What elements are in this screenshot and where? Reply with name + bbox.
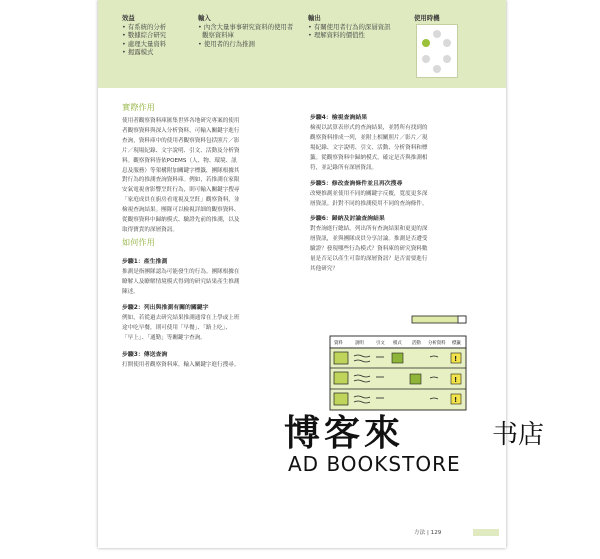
column-header: 分析資料 bbox=[428, 341, 446, 346]
benefit-item: • 處理大量資料 bbox=[122, 39, 167, 48]
svg-text:!: ! bbox=[454, 355, 458, 363]
benefit-item: • 揭露模式 bbox=[122, 48, 154, 57]
benefit-item: • 數據綜合研究 bbox=[122, 31, 167, 40]
page-footer: 方法 | 129 bbox=[414, 530, 442, 536]
watermark-chinese: 博客來 bbox=[284, 413, 405, 454]
photo-thumbnail bbox=[334, 352, 348, 364]
practice-paragraph: 使用者觀察資料庫匯集世界各地研究專案的使用 者觀察資料與深入分析資料，可輸入關鍵字進行 查詢，資料庫中的使用者觀察資料包括照片／影 片／現場紀錄、文字說明、引文、活動及分析資 料。觀察資料皆依POEMS（人、物、環境、訊 息及服務）等架構附加關鍵字標籤，團隊根據其 對行為的推測查詢資料庫。例如，若推測在家限 安氣電視會影響烹飪行為，則可輸入關鍵字搜尋 「家庭成員在廚房看電視及烹飪」觀察資料，並 檢視查詢結果。團隊可以檢視詳細的觀察資料、 從觀察資料中歸納模式、驗證先前的推測，以及 取得寶貴的深層資訊。 bbox=[122, 118, 240, 233]
step3-text: 打開使用者觀察資料庫，輸入關鍵字進行搜尋。 bbox=[122, 362, 240, 368]
step2-text: 例如，若從過去研究結果推測通常在上學或上班 途中吃早餐，則可使用「早餐」、「路上吃」、 「早上」、「通勤」等關鍵字查詢。 bbox=[122, 315, 240, 341]
svg-text:!: ! bbox=[454, 396, 458, 404]
photo-thumbnail bbox=[334, 372, 348, 384]
step4-text: 檢視以試算表形式的查詢結果，並將所有找到的 觀察資料排成一列，並附上相關照片／影片／現 場紀錄、文字說明、引文、活動、分析資料和標 籤。從觀察資料中歸納模式，確定是否與推測相 符，並記錄所有深層資訊。 bbox=[310, 125, 428, 171]
column-header: 模式 bbox=[393, 341, 402, 346]
timing-heading: 使用時機 bbox=[414, 14, 440, 22]
benefits-heading: 效益 bbox=[122, 14, 135, 22]
timing-column bbox=[414, 14, 440, 23]
step2-title: 步驟2：列出與推測有關的關鍵字 bbox=[122, 305, 209, 311]
step6-text: 對查詢進行總結，列出所有查詢結果和更更的深 層資訊，並與團隊成員分享討論。推測是否遭受 驗證？發現哪些行為模式？資料庫的研究資料數 量是否足以產生可靠的深層資訊？是否需要進行 其他研究？ bbox=[310, 226, 428, 272]
benefits-column bbox=[122, 14, 166, 57]
section-title-how: 如何作用 bbox=[122, 237, 155, 247]
inputs-column bbox=[198, 14, 293, 48]
input-item: • 內含大量事事研究資料的使用者 bbox=[198, 22, 294, 31]
column-header: 標籤 bbox=[452, 341, 461, 346]
search-button-shape bbox=[458, 316, 466, 323]
svg-text:!: ! bbox=[454, 376, 458, 384]
step6-title: 步驟6：歸納及討論查詢結果 bbox=[310, 216, 385, 222]
column-header: 資料 bbox=[334, 341, 343, 346]
step5-title: 步驟5：修改查詢條件並且再次搜尋 bbox=[310, 181, 403, 187]
output-item: • 理解資料的價值性 bbox=[308, 31, 365, 40]
benefit-item: • 有系統的分析 bbox=[122, 22, 167, 31]
watermark-bookstore: 书店 bbox=[492, 420, 545, 450]
section-title-practice: 實際作用 bbox=[122, 102, 155, 112]
outputs-column bbox=[308, 14, 391, 40]
output-item: • 有關使用者行為的深層資訊 bbox=[308, 22, 391, 31]
summary-header bbox=[98, 0, 506, 88]
step1-title: 步驟1：產生推測 bbox=[122, 259, 168, 265]
outputs-heading: 輸出 bbox=[308, 14, 321, 22]
page-number: 129 bbox=[430, 530, 442, 536]
watermark-english: AD BOOKSTORE bbox=[288, 452, 461, 476]
step4-title: 步驟4：檢視查詢結果 bbox=[310, 115, 368, 121]
column-header: 活動 bbox=[412, 341, 421, 346]
step3-title: 步驟3：傳送查詢 bbox=[122, 352, 168, 358]
footer-label: 方法 bbox=[414, 530, 426, 536]
step5-text: 改變推測並使用不同的關鍵字反覆，寬度更多深 層資訊。針對不同的推測使用不同的查詢條件。 bbox=[310, 191, 428, 207]
footer-accent-bar bbox=[473, 529, 499, 536]
input-item: • 使用者的行為推測 bbox=[198, 39, 255, 48]
input-item: 觀察資料庫 bbox=[198, 31, 235, 40]
photo-thumbnail bbox=[334, 393, 348, 405]
column-header: 引文 bbox=[376, 341, 385, 346]
timing-icon bbox=[416, 24, 458, 78]
column-header: 說明 bbox=[355, 341, 364, 346]
inputs-heading: 輸入 bbox=[198, 14, 211, 22]
step1-text: 推測是指團隊認為可能發生的行為。團隊根據在 瞭解人及瞭解情境模式得到的研究結果產生推測 陳述。 bbox=[122, 269, 240, 295]
